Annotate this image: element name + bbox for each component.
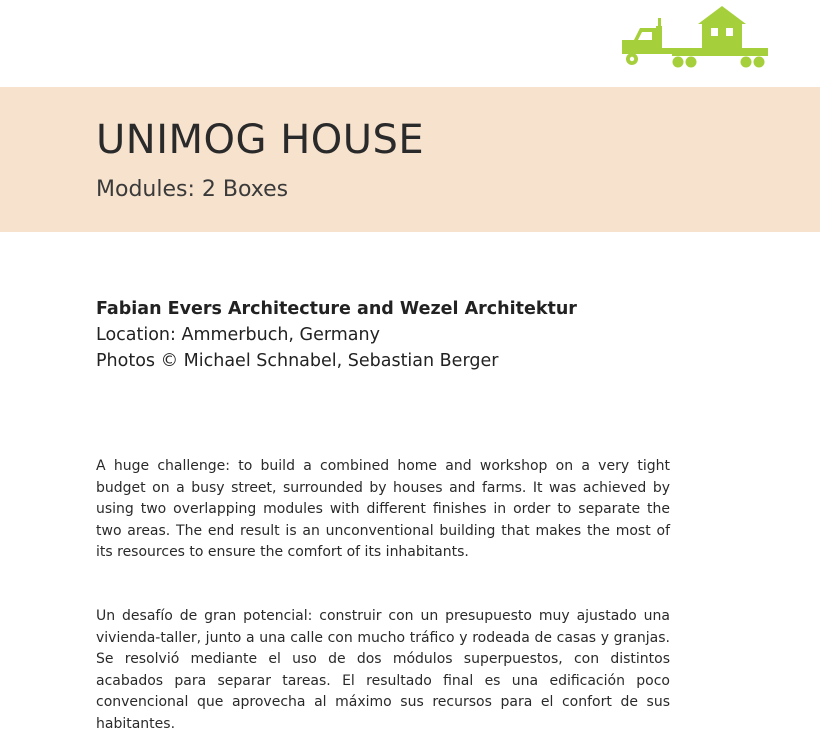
project-credits — [96, 296, 577, 374]
page-subtitle: Modules: 2 Boxes — [96, 177, 289, 202]
page-title: UNIMOG HOUSE — [96, 117, 425, 163]
description-spanish: Un desafío de gran potencial: construir con un presupuesto muy ajustado una vivienda-taller, junto a una calle con mucho tráfico y rodeada de casas y granjas. Se resolvió mediante el uso de dos módulos superpuestos, con distintos acabados para separar tareas. El resultado final es una edificación poco convencional que aprovecha al máximo sus recursos para el confort de sus habitantes. — [96, 608, 670, 732]
truck-carrying-house-icon — [618, 4, 770, 68]
location-credit: Location: Ammerbuch, Germany — [96, 325, 380, 345]
description-english: A huge challenge: to build a combined home and workshop on a very tight budget on a busy street, surrounded by houses and farms. It was achieved by using two overlapping modules with different finishes in order to separate the two areas. The end result is an unconventional building that makes the most of its resources to ensure the comfort of its inhabitants. — [96, 458, 670, 560]
architects-credit: Fabian Evers Architecture and Wezel Architektur — [96, 299, 577, 319]
photos-credit: Photos © Michael Schnabel, Sebastian Berger — [96, 351, 499, 371]
